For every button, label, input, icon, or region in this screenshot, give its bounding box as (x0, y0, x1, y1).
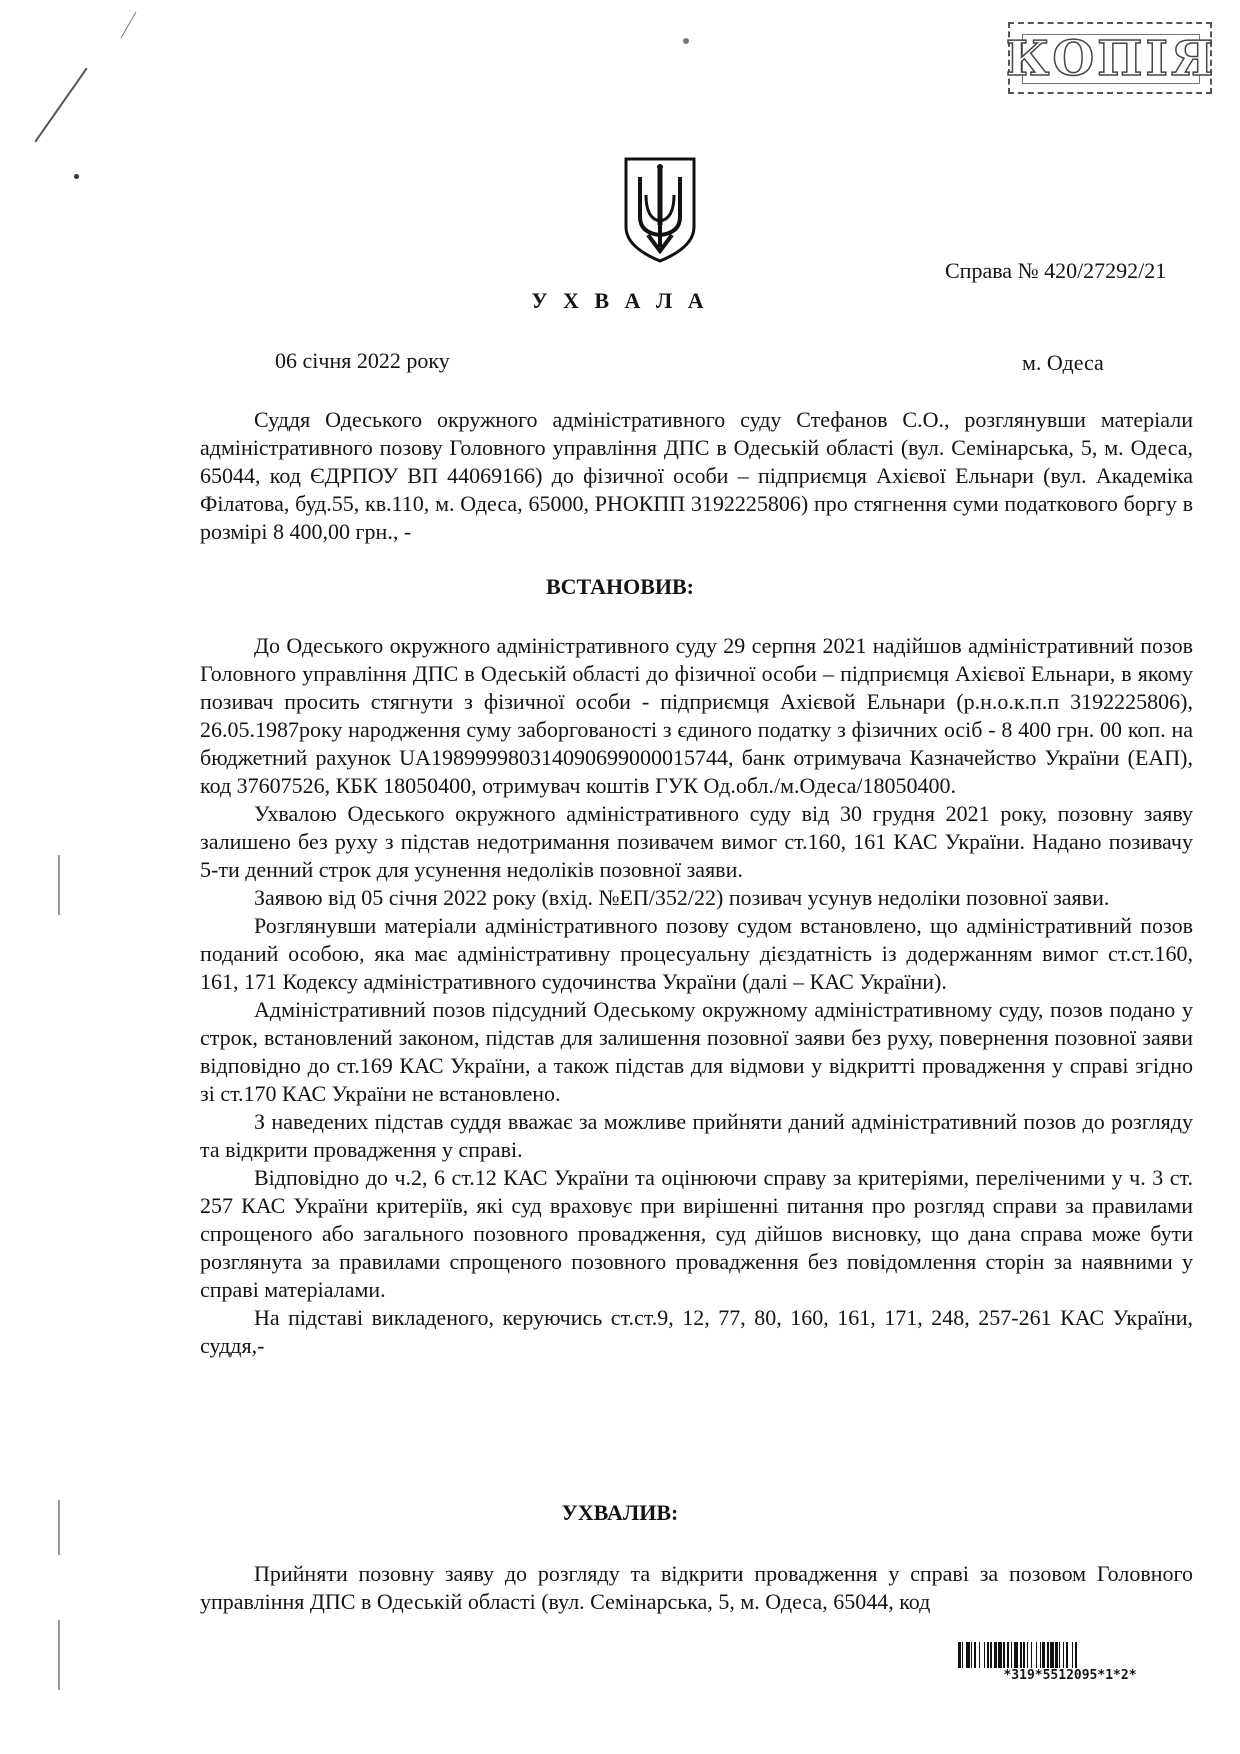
barcode-bar (1077, 1642, 1078, 1668)
copy-stamp-text: КОПІЯ (1005, 31, 1217, 87)
established-heading: ВСТАНОВИВ: (545, 574, 695, 599)
established-paragraph: До Одеського окружного адміністративного суду 29 серпня 2021 надійшов адміністративний позов Головного управління ДПС в Одеській області до фізичної особи – підприємця Ахієвої Ельнари, в якому позивач просить стягнути з фізичної особи - підприємця Ахієвой Ельнари (р.н.о.к.п.п 3192225806), 26.05.1987року народження суму заборгованості з єдиного податку з фізичних осіб - 8 400 грн. 00 коп. на бюджетний рахунок UA198999980314090699000015744, банк отримувача Казначейство України (ЕАП), код 37607526, КБК 18050400, отримувач коштів ГУК Од.обл./м.Одеса/18050400. (200, 633, 1193, 798)
established-paragraph: На підставі викладеного, керуючись ст.ст.9, 12, 77, 80, 160, 161, 171, 248, 257-261 КАС України, суддя,- (200, 1305, 1193, 1358)
intro-paragraph: Суддя Одеського окружного адміністративного суду Стефанов С.О., розглянувши матеріали адміністративного позову Головного управління ДПС в Одеській області (вул. Семінарська, 5, м. Одеса, 65044, код ЄДРПОУ ВП 44069166) до фізичної особи – підприємця Ахієвої Ельнари (вул. Академіка Філатова, буд.55, кв.110, м. Одеса, 65000, РНОКПП 3192225806) про стягнення суми податкового боргу в розмірі 8 400,00 грн., - (200, 407, 1193, 544)
scan-mark (683, 38, 689, 44)
established-paragraph: Заявою від 05 січня 2022 року (вхід. №ЕП/352/22) позивач усунув недоліки позовної заяви. (254, 885, 1110, 910)
scan-mark (121, 12, 137, 38)
established-paragraph: Ухвалою Одеського окружного адміністративного суду від 30 грудня 2021 року, позовну заяву залишено без руху з підстав недотримання позивачем вимог ст.160, 161 КАС України. Надано позивачу 5-ти денний строк для усунення недоліків позовної заяви. (200, 801, 1193, 882)
scan-mark (58, 1620, 60, 1690)
case-number: Справа № 420/27292/21 (945, 258, 1167, 283)
scan-mark (58, 855, 60, 915)
barcode-text: *319*5512095*1*2* (1003, 1668, 1137, 1683)
established-paragraph: З наведених підстав суддя вважає за можливе прийняти даний адміністративний позов до розгляду та відкрити провадження у справі. (200, 1109, 1193, 1162)
established-paragraph: Адміністративний позов підсудний Одеському окружному адміністративному суду, позов подано у строк, встановлений законом, підстав для залишення позовної заяви без руху, повернення позовної заяви відповідно до ст.169 КАС України, а також підстав для відмови у відкритті провадження у справі згідно зі ст.170 КАС України не встановлено. (200, 997, 1193, 1106)
document-date: 06 січня 2022 року (275, 348, 450, 373)
scan-mark (74, 174, 79, 179)
established-paragraph: Розглянувши матеріали адміністративного позову судом встановлено, що адміністративний позов поданий особою, яка має адміністративну процесуальну дієздатність із додержанням вимог ст.ст.160, 161, 171 Кодексу адміністративного судочинства України (далі – КАС України). (200, 913, 1193, 994)
established-section (200, 632, 1193, 1360)
scan-mark (34, 68, 87, 143)
resolved-heading: УХВАЛИВ: (561, 1500, 679, 1525)
resolved-section (200, 1560, 1193, 1616)
document-title: У Х В А Л А (531, 288, 709, 313)
resolved-paragraph: Прийняти позовну заяву до розгляду та відкрити провадження у справі за позовом Головного управління ДПС в Одеській області (вул. Семінарська, 5, м. Одеса, 65044, код (200, 1561, 1193, 1614)
barcode (958, 1642, 1180, 1668)
established-paragraph: Відповідно до ч.2, 6 ст.12 КАС України та оцінюючи справу за критеріями, переліченими у ч. 3 ст. 257 КАС України критеріїв, які суд враховує при вирішенні питання про розгляд справи за правилами спрощеного або загального позовного провадження, суд дійшов висновку, що дана справа може бути розглянута за правилами спрощеного позовного провадження без повідомлення сторін за наявними у справі матеріалами. (200, 1165, 1193, 1302)
intro-section (200, 406, 1193, 546)
copy-stamp (1005, 22, 1217, 94)
document-city: м. Одеса (1022, 350, 1104, 375)
ukraine-trident-icon (620, 155, 700, 265)
